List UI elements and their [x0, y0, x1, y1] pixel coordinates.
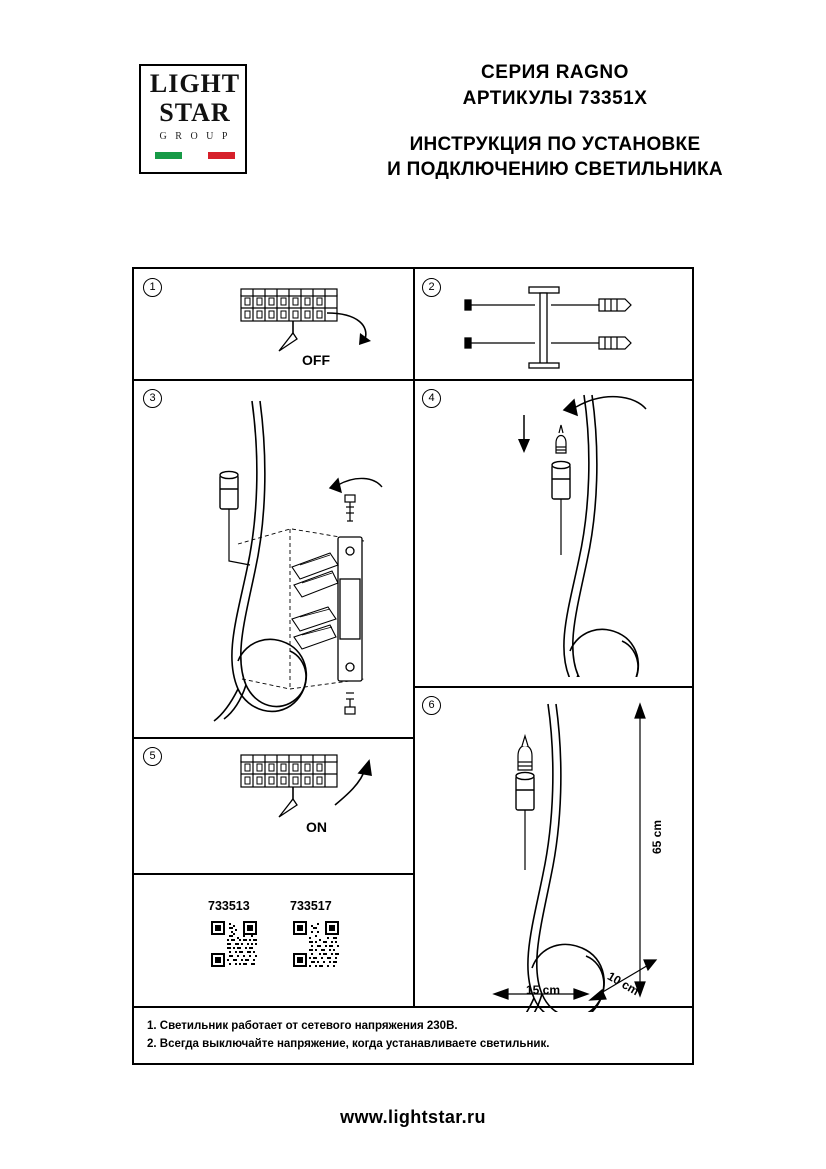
dimension-height-label: 65 cm	[650, 819, 664, 854]
step-5-caption: ON	[306, 819, 327, 835]
step-number-5: 5	[143, 747, 162, 766]
notes-block	[134, 1006, 692, 1063]
dimension-depth-text: 10 cm	[605, 969, 642, 999]
divider-h-row2-left	[134, 737, 413, 739]
qr-label-733517: 733517	[290, 899, 332, 913]
article-line: АРТИКУЛЫ 73351X	[462, 88, 648, 109]
header-text-block	[300, 60, 810, 182]
title-line-2: И ПОДКЛЮЧЕНИЮ СВЕТИЛЬНИКА	[387, 159, 723, 180]
divider-h-row1	[134, 379, 413, 381]
step-number-4: 4	[422, 389, 441, 408]
step-1-caption: OFF	[302, 352, 330, 368]
dimension-width-label: 15 cm	[526, 983, 561, 997]
logo-text-light: LIGHT	[141, 70, 249, 98]
logo-text-star: STAR	[159, 98, 231, 127]
series-line: СЕРИЯ RAGNO	[481, 62, 629, 83]
italian-flag-icon	[155, 152, 235, 159]
logo-text-group: G R O U P	[159, 131, 231, 142]
step-number-2: 2	[422, 278, 441, 297]
steps-table	[132, 267, 694, 1065]
note-line-2: 2. Всегда выключайте напряжение, когда устанавливаете светильник.	[147, 1038, 550, 1050]
step-number-3: 3	[143, 389, 162, 408]
step-number-1: 1	[143, 278, 162, 297]
title-line-1: ИНСТРУКЦИЯ ПО УСТАНОВКЕ	[409, 134, 701, 155]
page-header	[0, 50, 826, 210]
qr-code-733513	[211, 921, 257, 967]
dimension-depth-label	[605, 969, 646, 999]
brand-logo	[139, 64, 247, 174]
divider-h-row2-right	[413, 686, 692, 688]
divider-h-row3-left	[134, 873, 413, 875]
qr-code-733517	[293, 921, 339, 967]
footer-website[interactable]: www.lightstar.ru	[340, 1107, 486, 1127]
step-number-6: 6	[422, 696, 441, 715]
note-line-1: 1. Светильник работает от сетевого напряжения 230В.	[147, 1020, 458, 1032]
divider-h-row1-right	[413, 379, 692, 381]
qr-label-733513: 733513	[208, 899, 250, 913]
